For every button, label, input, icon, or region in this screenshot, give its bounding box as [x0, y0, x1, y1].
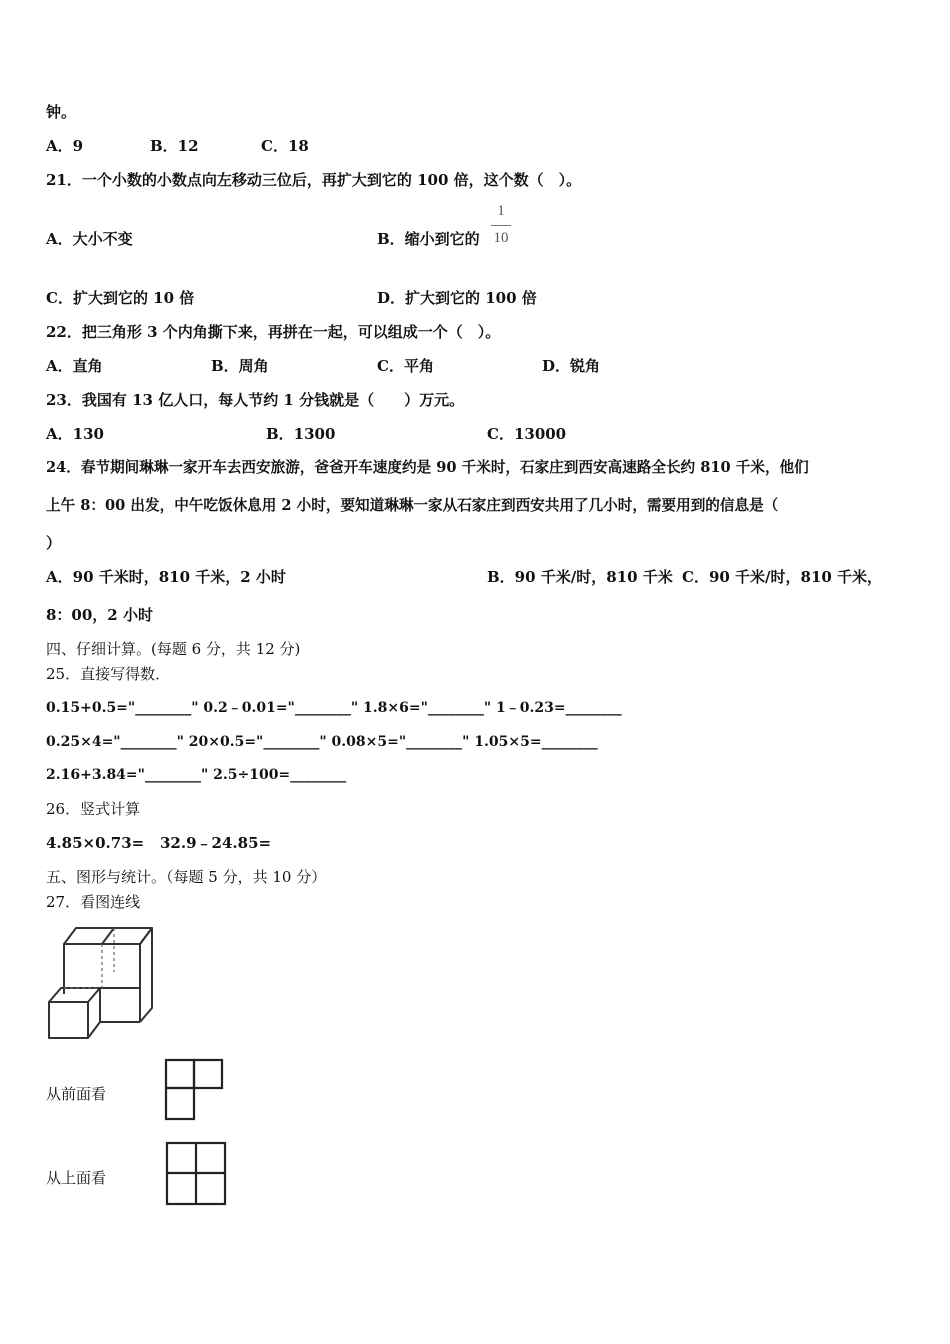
q23-option-c[interactable]: C．13000	[487, 425, 567, 443]
q24-option-a[interactable]: A．90 千米时，810 千米，2 小时	[46, 568, 286, 586]
q24-stem-line2: 上午 8：00 出发，中午吃饭休息用 2 小时，要知道琳琳一家从石家庄到西安共用了几小时，需要用到的信息是（	[46, 497, 779, 514]
q20-option-b[interactable]: B．12	[150, 137, 199, 155]
q25-row2[interactable]: 0.25×4="________" 20×0.5="________" 0.08×5="________" 1.05×5=________	[46, 734, 598, 750]
q24-option-c[interactable]: C．90 千米/时，810 千米，	[682, 568, 883, 586]
q25-stem: 25．直接写得数．	[46, 665, 171, 683]
q21-option-c[interactable]: C．扩大到它的 10 倍	[46, 289, 195, 307]
q26-problem-1[interactable]: 4.85×0.73=	[46, 834, 145, 852]
q24-option-c-continued: 8：00，2 小时	[46, 606, 153, 624]
section5-heading: 五、图形与统计。（每题 5 分，共 10 分）	[46, 868, 327, 886]
q22-option-a[interactable]: A．直角	[46, 357, 103, 375]
q20-option-c[interactable]: C．18	[261, 137, 309, 155]
q21-option-a[interactable]: A．大小不变	[46, 230, 133, 248]
q20-option-a[interactable]: A．9	[46, 137, 84, 155]
top-view-figure[interactable]	[164, 1140, 228, 1208]
q24-option-b[interactable]: B．90 千米/时，810 千米	[487, 568, 673, 586]
q23-stem: 23．我国有 13 亿人口，每人节约 1 分钱就是（ ）万元。	[46, 391, 465, 409]
q21-fraction-bar	[491, 225, 511, 226]
q22-option-b[interactable]: B．周角	[211, 357, 269, 375]
q23-option-a[interactable]: A．130	[46, 425, 104, 443]
q21-fraction-denominator: 10	[493, 230, 509, 246]
q21-option-b[interactable]: B．缩小到它的	[377, 230, 480, 248]
q20-tail: 钟。	[46, 103, 77, 121]
q21-option-d[interactable]: D．扩大到它的 100 倍	[377, 289, 537, 307]
q23-option-b[interactable]: B．1300	[266, 425, 336, 443]
q21-fraction-numerator: 1	[497, 203, 505, 219]
q22-option-c[interactable]: C．平角	[377, 357, 434, 375]
q25-row1[interactable]: 0.15+0.5="________" 0.2﹣0.01="________" 1.8×6="________" 1﹣0.23=________	[46, 700, 622, 716]
section4-heading: 四、仔细计算。(每题 6 分，共 12 分)	[46, 640, 301, 658]
cube-stack-figure	[44, 922, 158, 1040]
front-view-label: 从前面看	[46, 1085, 107, 1103]
q25-row3[interactable]: 2.16+3.84="________" 2.5÷100=________	[46, 767, 347, 783]
q22-stem: 22．把三角形 3 个内角撕下来，再拼在一起，可以组成一个（ ）。	[46, 323, 501, 341]
q24-stem-line1: 24．春节期间琳琳一家开车去西安旅游，爸爸开车速度约是 90 千米时，石家庄到西安高速路全长约 810 千米，他们	[46, 459, 809, 476]
q26-problem-2[interactable]: 32.9﹣24.85=	[160, 834, 272, 852]
q26-stem: 26．竖式计算	[46, 800, 141, 818]
q21-stem: 21．一个小数的小数点向左移动三位后，再扩大到它的 100 倍，这个数（ ）。	[46, 171, 582, 189]
q27-stem: 27．看图连线	[46, 893, 141, 911]
q22-option-d[interactable]: D．锐角	[542, 357, 601, 375]
q24-stem-line3: ）	[46, 534, 62, 552]
front-view-figure[interactable]	[163, 1057, 225, 1123]
top-view-label: 从上面看	[46, 1169, 107, 1187]
